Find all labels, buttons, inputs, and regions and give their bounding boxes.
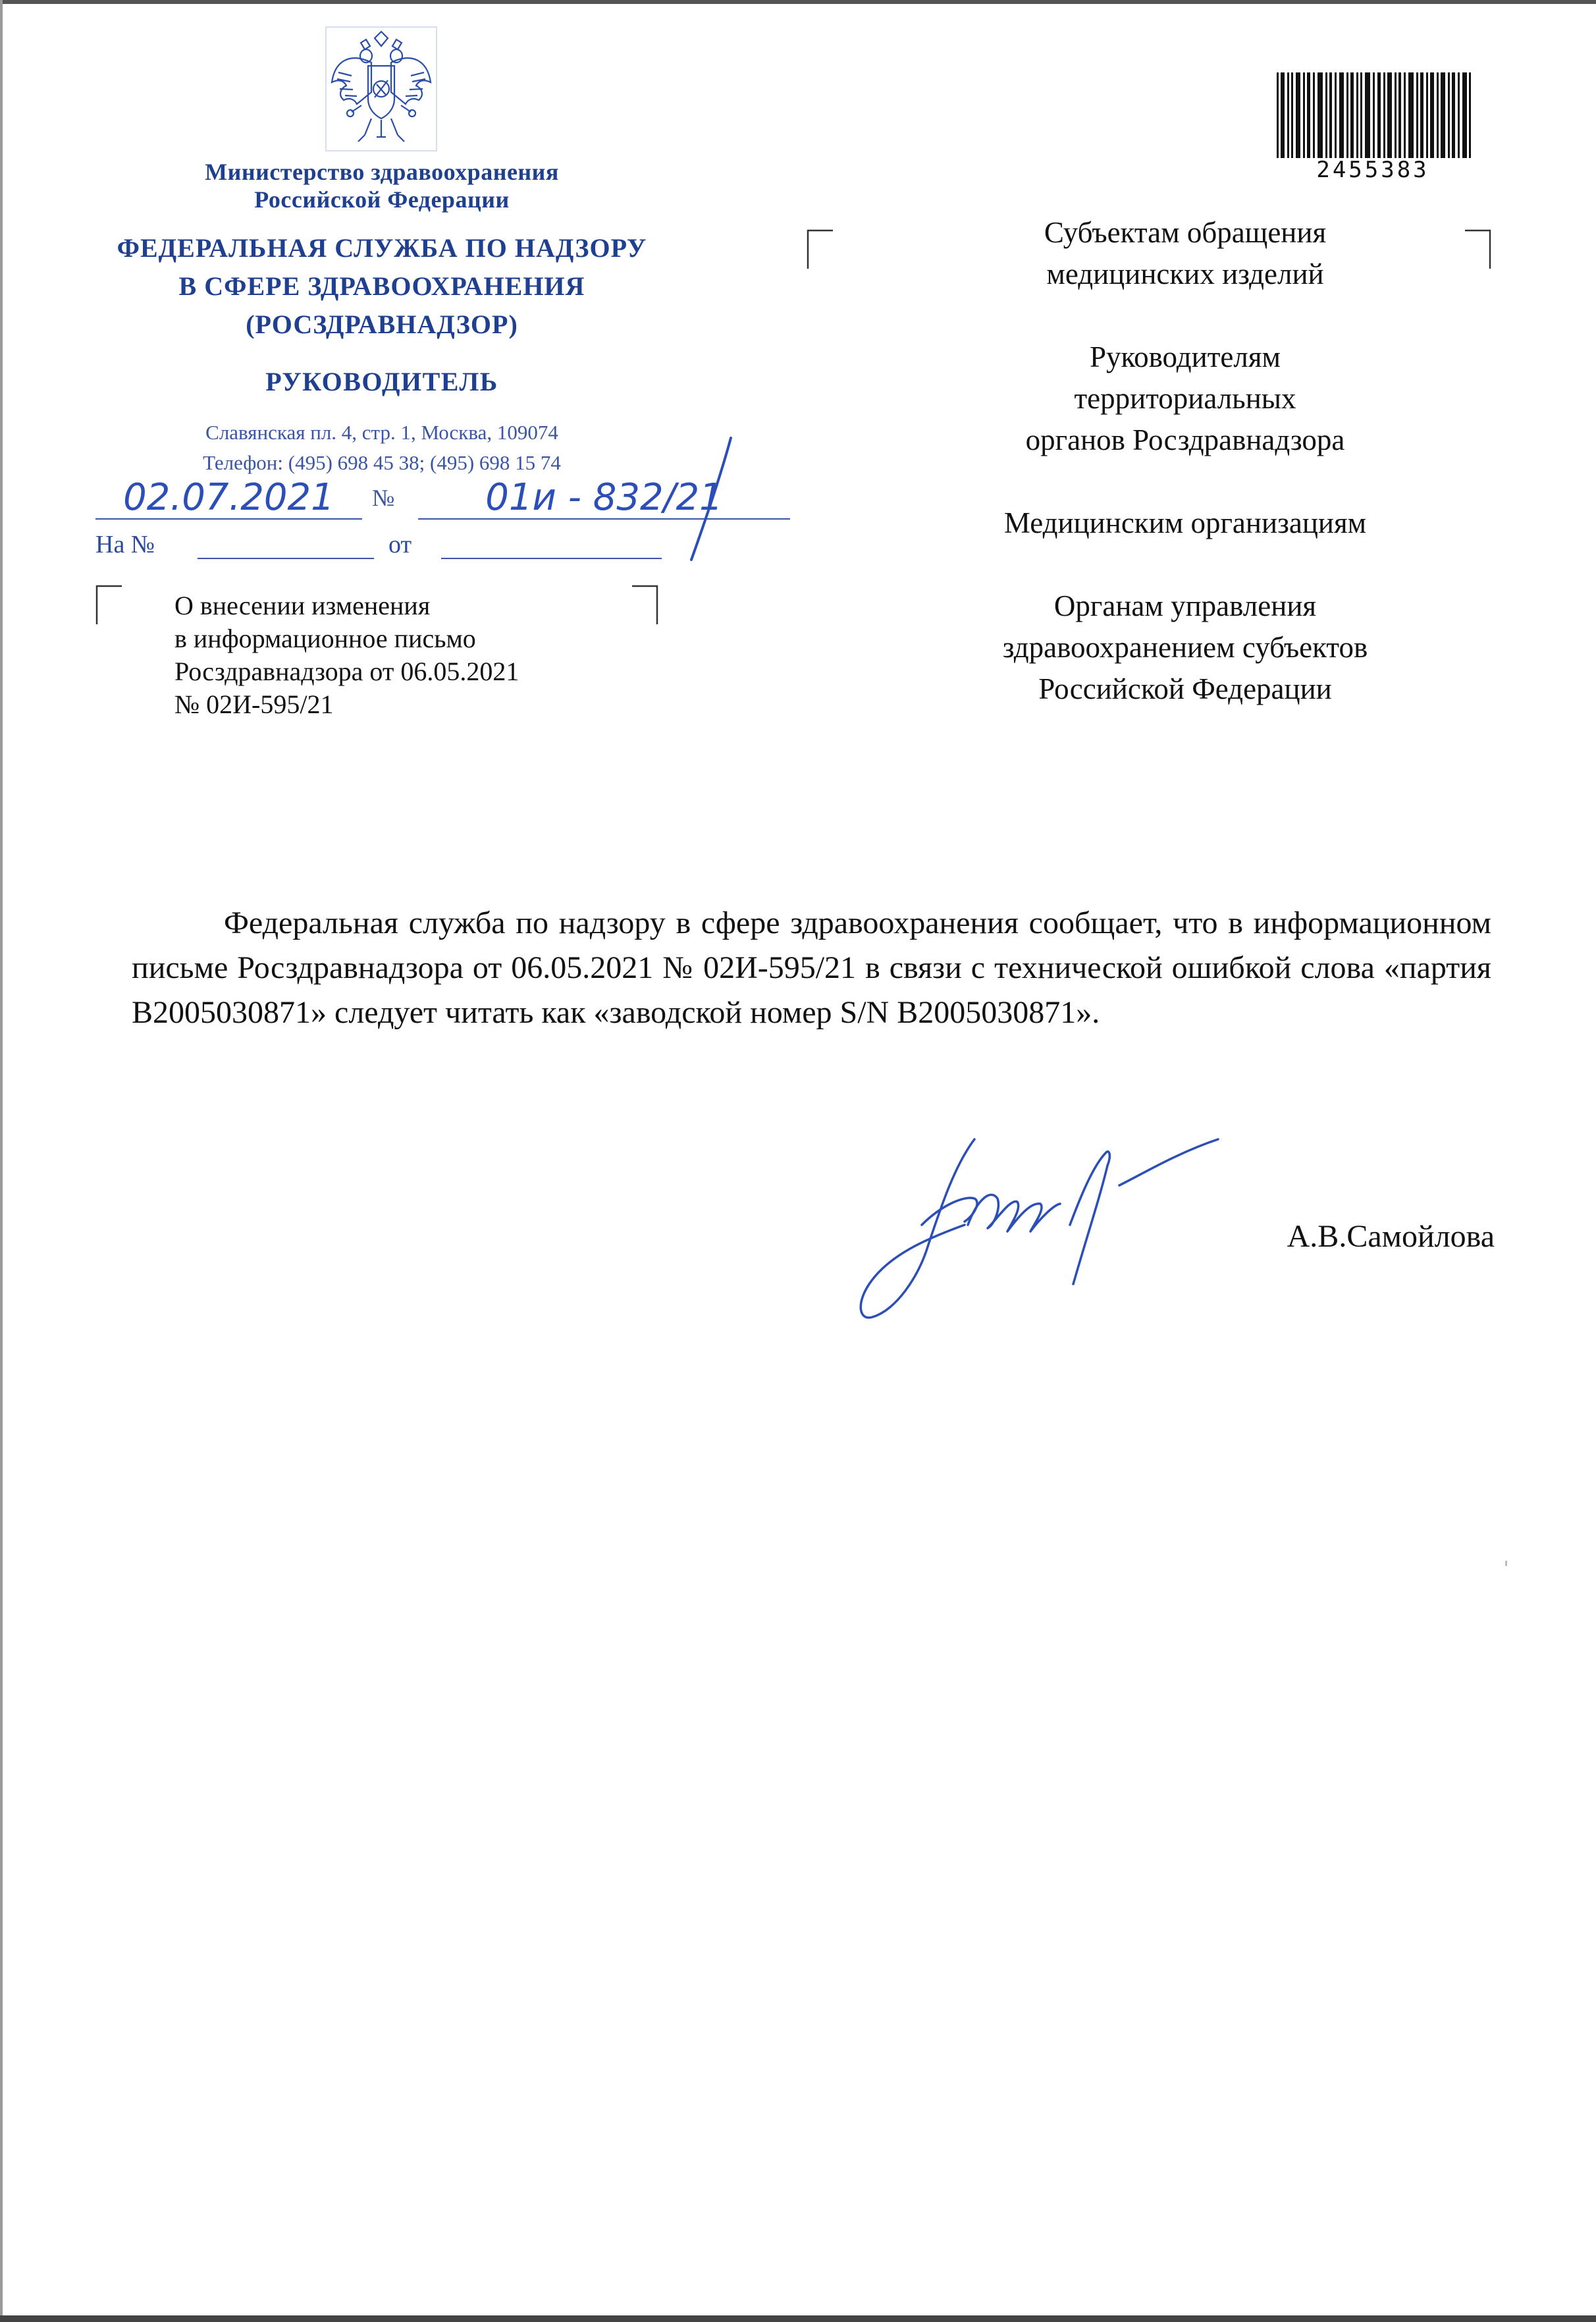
addressee-item: Субъектам обращения медицинских изделий xyxy=(1044,216,1327,290)
reference-number-field xyxy=(198,558,374,559)
service-name: ФЕДЕРАЛЬНАЯ СЛУЖБА ПО НАДЗОРУ В СФЕРЕ ЗДРАВООХРАНЕНИЯ (РОСЗДРАВНАДЗОР) xyxy=(117,233,647,339)
barcode-icon xyxy=(1274,72,1472,158)
registration-date: 02.07.2021 xyxy=(95,477,362,520)
bracket-top-right-icon xyxy=(1465,229,1491,269)
addressee-item: Медицинским организациям xyxy=(1003,506,1367,539)
reference-line xyxy=(95,530,668,563)
russian-coat-of-arms-icon xyxy=(325,26,437,151)
reference-number-label: На № xyxy=(95,531,155,558)
addressee-item: Органам управления здравоохранением субъектов Российской Федерации xyxy=(1002,589,1368,705)
position-title: РУКОВОДИТЕЛЬ xyxy=(265,367,498,396)
letterhead xyxy=(86,158,678,478)
contact-address: Славянская пл. 4, стр. 1, Москва, 109074 Телефон: (495) 698 45 38; (495) 698 15 74 xyxy=(203,421,561,474)
bracket-top-left-icon xyxy=(95,585,122,624)
reference-date-label: от xyxy=(388,531,412,558)
bracket-top-left-icon xyxy=(807,229,833,269)
handwritten-slash-icon xyxy=(685,435,737,566)
scan-bottom-edge xyxy=(0,2315,1596,2322)
letter-body: Федеральная служба по надзору в сфере здравоохранения сообщает, что в информационном письме Росздравнадзора от 06.05.2021 № 02И-595/21 в связи с технической ошибкой слова «партия В2005030871» следует читать как «заводской номер S/N В2005030871». xyxy=(132,905,1491,1030)
registration-number-label: № xyxy=(372,485,395,511)
barcode-number: 2455383 xyxy=(1316,157,1429,183)
registration-line xyxy=(95,477,787,537)
scan-left-edge xyxy=(0,0,3,2322)
ministry-name: Министерство здравоохранения Российской Федерации xyxy=(205,159,559,213)
registration-number: 01и - 832/21 xyxy=(418,477,790,520)
reference-date-field xyxy=(441,558,662,559)
scan-speck xyxy=(1505,1561,1507,1566)
addressee-list xyxy=(922,212,1449,710)
bracket-top-right-icon xyxy=(632,585,658,624)
addressee-item: Руководителям территориальных органов Росздравнадзора xyxy=(1025,340,1345,456)
signatory-name: А.В.Самойлова xyxy=(1287,1219,1495,1254)
scan-top-edge xyxy=(0,0,1596,4)
letter-subject: О внесении изменения в информационное письмо Росздравнадзора от 06.05.2021 № 02И-595/21 xyxy=(174,591,519,719)
